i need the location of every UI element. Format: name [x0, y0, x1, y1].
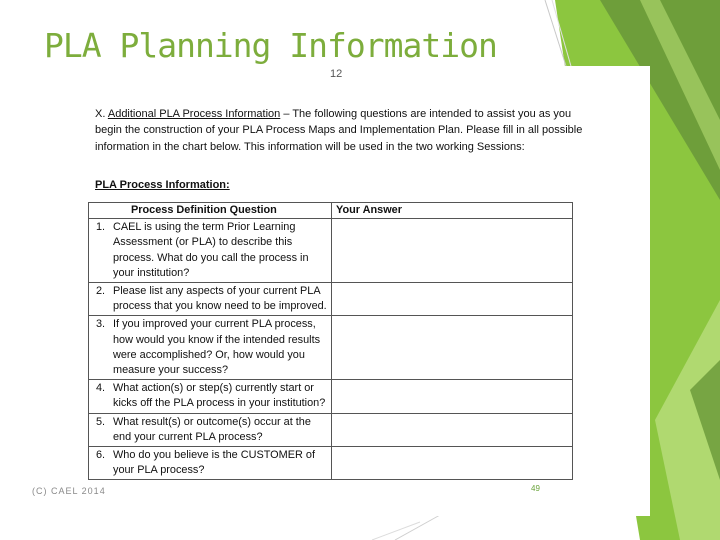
question-cell [89, 283, 332, 316]
intro-text: – The following questions are intended to assist you as you begin the construction of your PLA Process Maps and Implementation Plan. Please fill in all possible information in the chart below. This information will be used in the two working Sessions: [95, 108, 583, 153]
question-cell [89, 413, 332, 446]
footer-copyright: (C) CAEL 2014 [32, 486, 106, 496]
column-header-question: Process Definition Question [89, 203, 332, 219]
question-text: Please list any aspects of your current PLA process that you know need to be improved. [113, 285, 327, 313]
column-header-answer: Your Answer [332, 203, 573, 219]
question-number: 4. [96, 382, 106, 395]
question-number: 6. [96, 449, 106, 462]
question-number: 5. [96, 415, 106, 428]
intro-paragraph [95, 106, 585, 155]
table-row [89, 283, 573, 316]
table-row [89, 219, 573, 283]
answer-cell[interactable] [332, 380, 573, 413]
answer-cell[interactable] [332, 283, 573, 316]
question-cell [89, 447, 332, 480]
intro-prefix: X. [95, 108, 106, 120]
question-cell [89, 219, 332, 283]
question-text: What action(s) or step(s) currently start or kicks off the PLA process in your institution? [113, 382, 326, 410]
table-row [89, 316, 573, 380]
table-row [89, 380, 573, 413]
slide-title: PLA Planning Information [44, 26, 497, 65]
answer-cell[interactable] [332, 316, 573, 380]
question-text: If you improved your current PLA process, how would you know if the intended results were accomplished? Or, how would you measure your success? [113, 318, 321, 377]
question-number: 2. [96, 285, 106, 298]
answer-cell[interactable] [332, 413, 573, 446]
question-text: CAEL is using the term Prior Learning Assessment (or PLA) to describe this process. What do you call the process in your institution? [113, 221, 309, 279]
question-cell [89, 380, 332, 413]
question-number: 3. [96, 318, 106, 331]
document-scan [78, 66, 650, 516]
question-number: 1. [96, 221, 106, 234]
slide-page-ref: 49 [531, 484, 540, 493]
intro-heading: Additional PLA Process Information [107, 108, 281, 120]
process-question-table [88, 202, 573, 480]
question-cell [89, 316, 332, 380]
table-row [89, 413, 573, 446]
table-row [89, 447, 573, 480]
section-heading: PLA Process Information: [95, 179, 230, 191]
answer-cell[interactable] [332, 219, 573, 283]
page-number: 12 [330, 68, 343, 80]
question-text: What result(s) or outcome(s) occur at the end your current PLA process? [113, 415, 311, 443]
table-header-row [89, 203, 573, 219]
answer-cell[interactable] [332, 447, 573, 480]
question-text: Who do you believe is the CUSTOMER of your PLA process? [113, 449, 315, 477]
